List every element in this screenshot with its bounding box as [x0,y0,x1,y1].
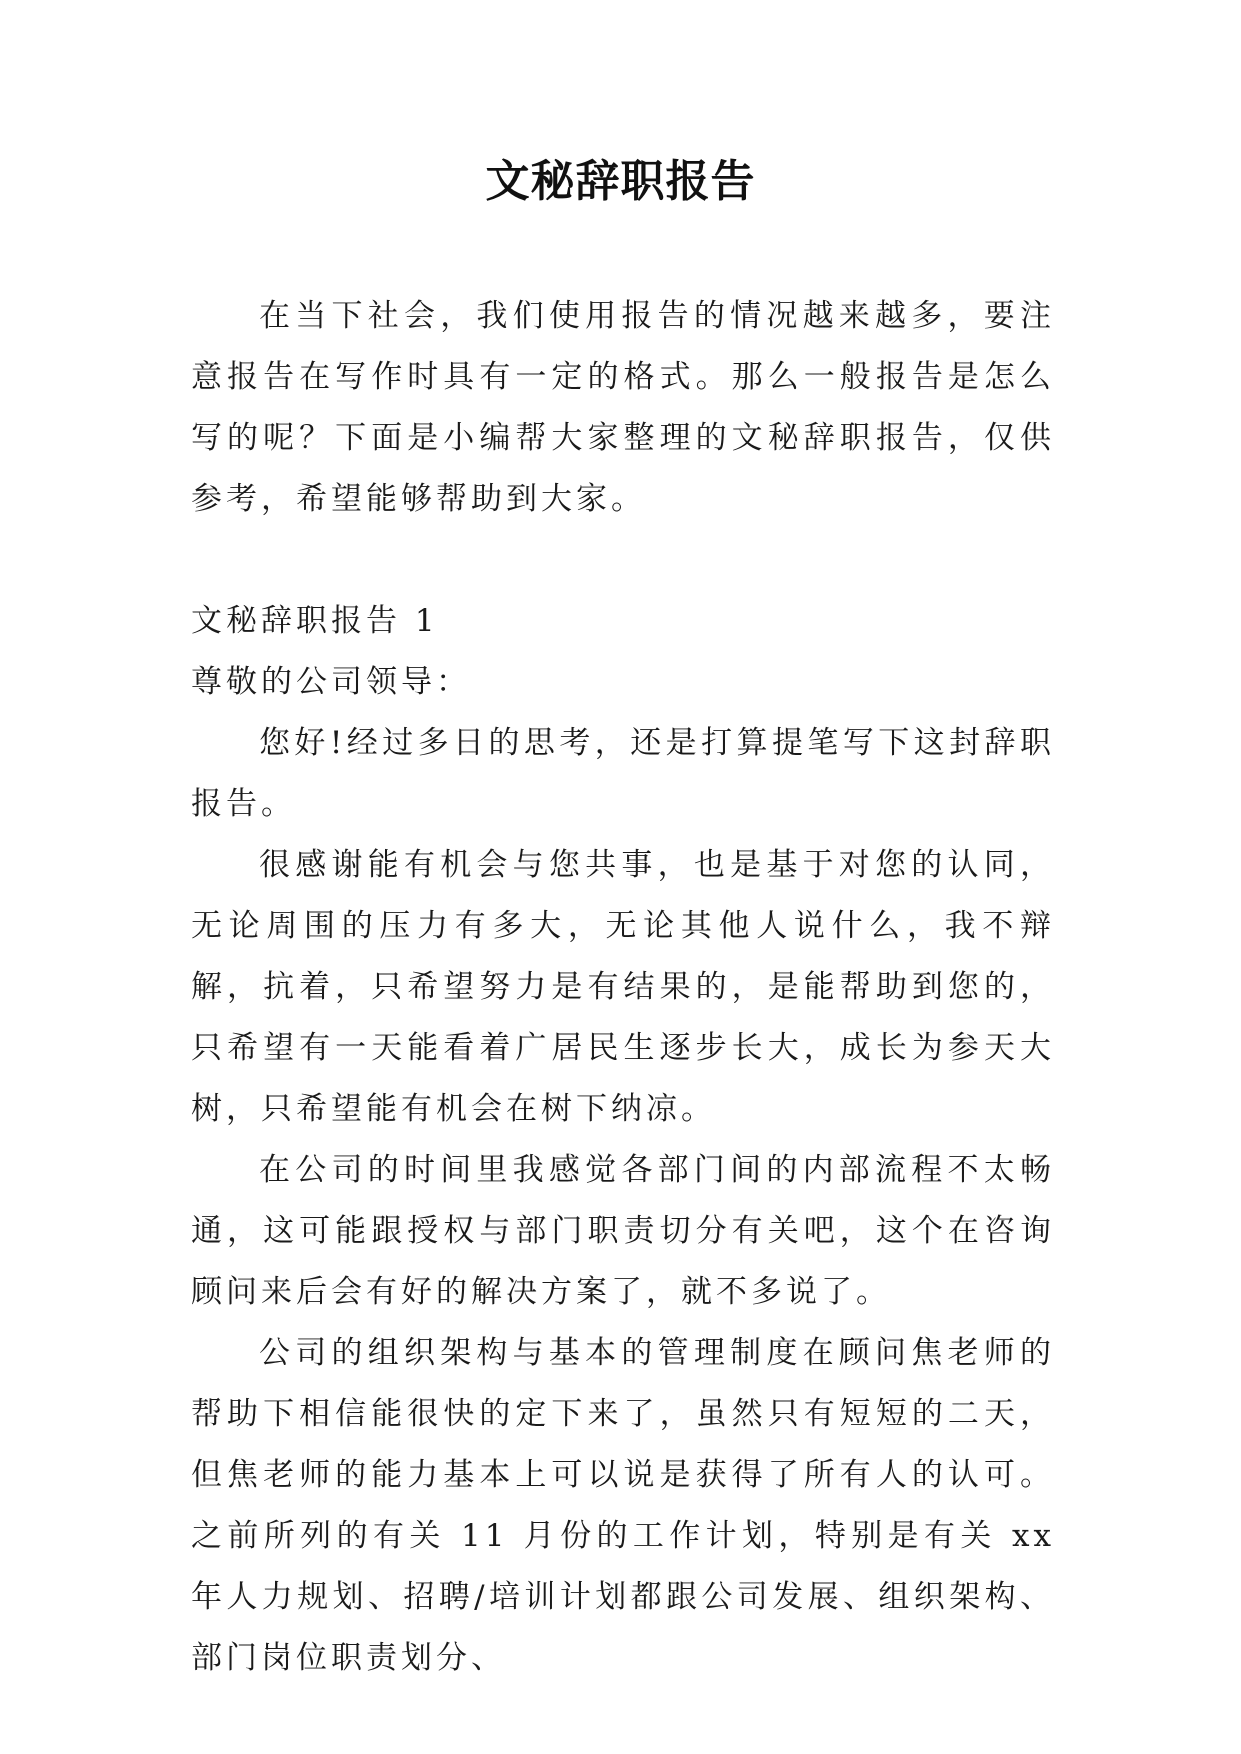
body-paragraph: 您好!经过多日的思考，还是打算提笔写下这封辞职报告。 [191,725,1055,822]
document-body [191,286,1055,1689]
body-paragraph: 在公司的时间里我感觉各部门间的内部流程不太畅通，这可能跟授权与部门职责切分有关吧，这个在咨询顾问来后会有好的解决方案了，就不多说了。 [191,1152,1055,1310]
intro-paragraph: 在当下社会，我们使用报告的情况越来越多，要注意报告在写作时具有一定的格式。那么一般报告是怎么写的呢？下面是小编帮大家整理的文秘辞职报告，仅供参考，希望能够帮助到大家。 [191,298,1055,517]
document-title: 文秘辞职报告 [485,156,756,207]
body-paragraph: 很感谢能有机会与您共事，也是基于对您的认同，无论周围的压力有多大，无论其他人说什么，我不辩解，抗着，只希望努力是有结果的，是能帮助到您的，只希望有一天能看着广居民生逐步长大，成长为参天大树，只希望能有机会在树下纳凉。 [191,847,1055,1127]
section-heading: 文秘辞职报告 1 [191,603,439,639]
body-paragraph: 公司的组织架构与基本的管理制度在顾问焦老师的帮助下相信能很快的定下来了，虽然只有短短的二天，但焦老师的能力基本上可以说是获得了所有人的认可。之前所列的有关 11 月份的工作计划，特别是有关 xx 年人力规划、招聘/培训计划都跟公司发展、组织架构、部门岗位职责划分、 [191,1335,1055,1676]
salutation: 尊敬的公司领导： [191,664,471,700]
blank-line [191,530,1055,591]
